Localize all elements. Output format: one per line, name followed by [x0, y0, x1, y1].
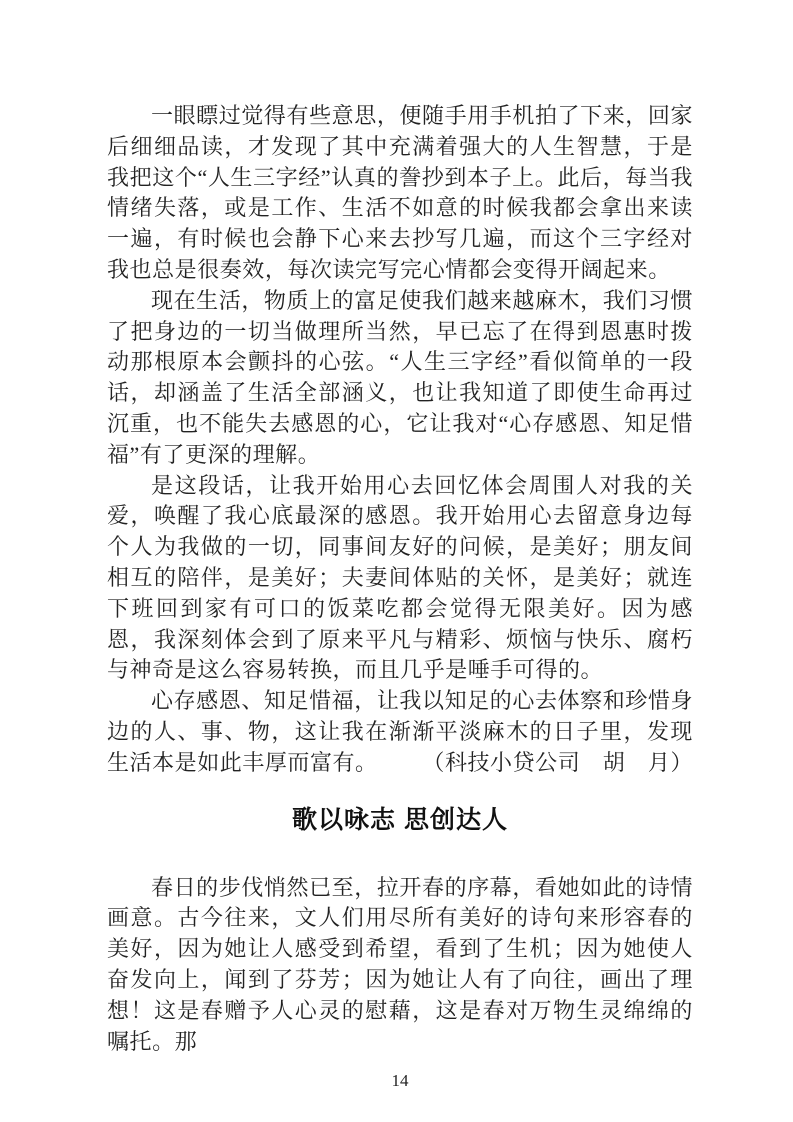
- author-attribution: （科技小贷公司 胡 月）: [422, 749, 693, 775]
- article2-paragraph-1: 春日的步伐悄然已至，拉开春的序幕，看她如此的诗情画意。古今往来，文人们用尽所有美好的诗句来形容春的美好，因为她让人感受到希望，看到了生机；因为她使人奋发向上，闻到了芬芳；因为她让人有了向往，画出了理想！这是春赠予人心灵的慰藉，这是春对万物生灵绵绵的嘱托。那: [107, 874, 693, 1054]
- page-number: 14: [391, 1071, 409, 1091]
- closing-text: 心存感恩、知足惜福，让我以知足的心去体察和珍惜身边的人、事、物，这让我在渐渐平淡麻木的日子里，发现生活本是如此丰厚而富有。: [107, 688, 693, 775]
- article2-title: 歌以咏志 思创达人: [292, 805, 508, 834]
- article-spring: [107, 805, 693, 1058]
- article1-paragraph-1: 一眼瞟过觉得有些意思，便随手用手机拍了下来，回家后细细品读，才发现了其中充满着强大的人生智慧，于是我把这个“人生三字经”认真的誊抄到本子上。此后，每当我情绪失落，或是工作、生活不如意的时候我都会拿出来读一遍，有时候也会静下心来去抄写几遍，而这个三字经对我也总是很奏效，每次读完写完心情都会变得开阔起来。: [107, 103, 693, 282]
- article1-paragraph-2: 现在生活，物质上的富足使我们越来越麻木，我们习惯了把身边的一切当做理所当然，早已忘了在得到恩惠时拨动那根原本会颤抖的心弦。“人生三字经”看似简单的一段话，却涵盖了生活全部涵义，也让我知道了即使生命再过沉重，也不能失去感恩的心，它让我对“心存感恩、知足惜福”有了更深的理解。: [107, 287, 693, 467]
- article-gratitude: [107, 101, 693, 779]
- article1-closing-paragraph: [107, 686, 693, 778]
- article1-paragraph-3: 是这段话，让我开始用心去回忆体会周围人对我的关爱，唤醒了我心底最深的感恩。我开始用心去留意身边每个人为我做的一切，同事间友好的问候，是美好；朋友间相互的陪伴，是美好；夫妻间体贴的关怀，是美好；就连下班回到家有可口的饭菜吃都会觉得无限美好。因为感恩，我深刻体会到了原来平凡与精彩、烦恼与快乐、腐朽与神奇是这么容易转换，而且几乎是唾手可得的。: [107, 472, 693, 683]
